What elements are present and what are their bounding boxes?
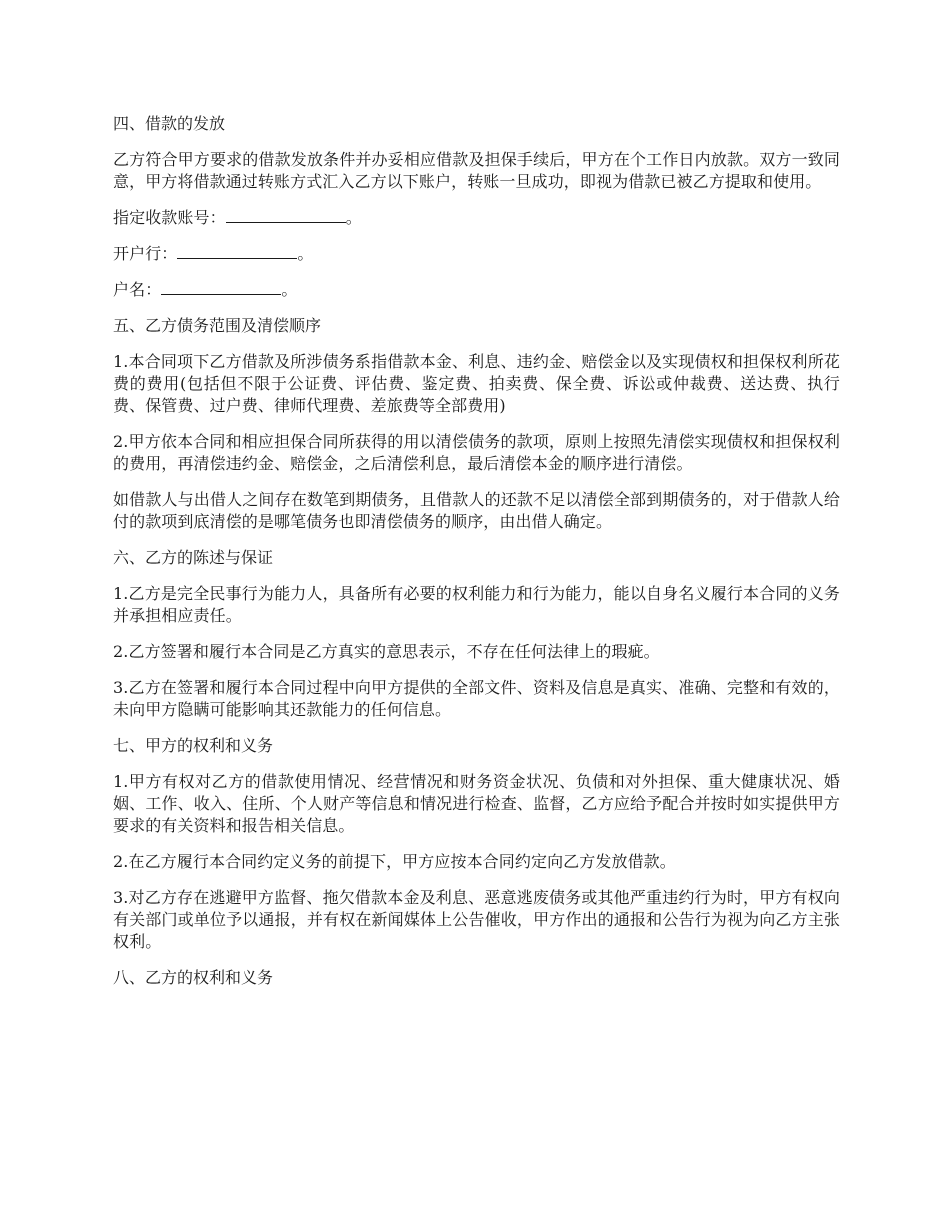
account-name-label: 户名：	[113, 280, 162, 299]
account-name-period: 。	[281, 280, 298, 299]
section-7-paragraph-3: 3.对乙方存在逃避甲方监督、拖欠借款本金及利息、恶意逃废债务或其他严重违约行为时，甲方有权向有关部门或单位予以通报，并有权在新闻媒体上公告催收，甲方作出的通报和公告行为视为向乙方主张权利。	[113, 888, 840, 951]
section-5-paragraph-1: 1.本合同项下乙方借款及所涉债务系指借款本金、利息、违约金、赔偿金以及实现债权和担保权利所花费的费用(包括但不限于公证费、评估费、鉴定费、拍卖费、保全费、诉讼或仲裁费、送达费、执行费、保管费、过户费、律师代理费、差旅费等全部费用)	[113, 352, 840, 415]
section-5-paragraph-3: 如借款人与出借人之间存在数笔到期债务，且借款人的还款不足以清偿全部到期债务的，对于借款人给付的款项到底清偿的是哪笔债务也即清偿债务的顺序，由出借人确定。	[113, 490, 840, 531]
section-7-heading: 七、甲方的权利和义务	[113, 736, 274, 755]
section-4-heading: 四、借款的发放	[113, 114, 226, 133]
section-8-heading: 八、乙方的权利和义务	[113, 968, 274, 987]
bank-line	[113, 243, 840, 265]
bank-label: 开户行：	[113, 244, 178, 263]
section-7-paragraph-1: 1.甲方有权对乙方的借款使用情况、经营情况和财务资金状况、负债和对外担保、重大健康状况、婚姻、工作、收入、住所、个人财产等信息和情况进行检查、监督，乙方应给予配合并按时如实提供甲方要求的有关资料和报告相关信息。	[113, 772, 840, 835]
account-name-line	[113, 279, 840, 301]
bank-blank	[177, 244, 297, 259]
section-6-paragraph-3: 3.乙方在签署和履行本合同过程中向甲方提供的全部文件、资料及信息是真实、准确、完整和有效的，未向甲方隐瞒可能影响其还款能力的任何信息。	[113, 678, 840, 719]
account-number-period: 。	[345, 208, 362, 227]
section-5-heading: 五、乙方债务范围及清偿顺序	[113, 316, 322, 335]
section-6-paragraph-2: 2.乙方签署和履行本合同是乙方真实的意思表示，不存在任何法律上的瑕疵。	[113, 642, 660, 661]
account-name-blank	[161, 280, 281, 295]
account-number-blank	[226, 208, 346, 223]
section-5-paragraph-2: 2.甲方依本合同和相应担保合同所获得的用以清偿债务的款项，原则上按照先清偿实现债权和担保权利的费用，再清偿违约金、赔偿金，之后清偿利息，最后清偿本金的顺序进行清偿。	[113, 432, 840, 473]
section-6-heading: 六、乙方的陈述与保证	[113, 548, 274, 567]
account-number-line	[113, 207, 840, 229]
section-4-paragraph-1: 乙方符合甲方要求的借款发放条件并办妥相应借款及担保手续后，甲方在个工作日内放款。双方一致同意，甲方将借款通过转账方式汇入乙方以下账户，转账一旦成功，即视为借款已被乙方提取和使用。	[113, 150, 840, 191]
document-page	[113, 113, 840, 1003]
section-6-paragraph-1: 1.乙方是完全民事行为能力人，具备所有必要的权利能力和行为能力，能以自身名义履行本合同的义务并承担相应责任。	[113, 584, 840, 625]
section-7-paragraph-2: 2.在乙方履行本合同约定义务的前提下，甲方应按本合同约定向乙方发放借款。	[113, 852, 676, 871]
account-number-label: 指定收款账号：	[113, 208, 226, 227]
bank-period: 。	[297, 244, 314, 263]
